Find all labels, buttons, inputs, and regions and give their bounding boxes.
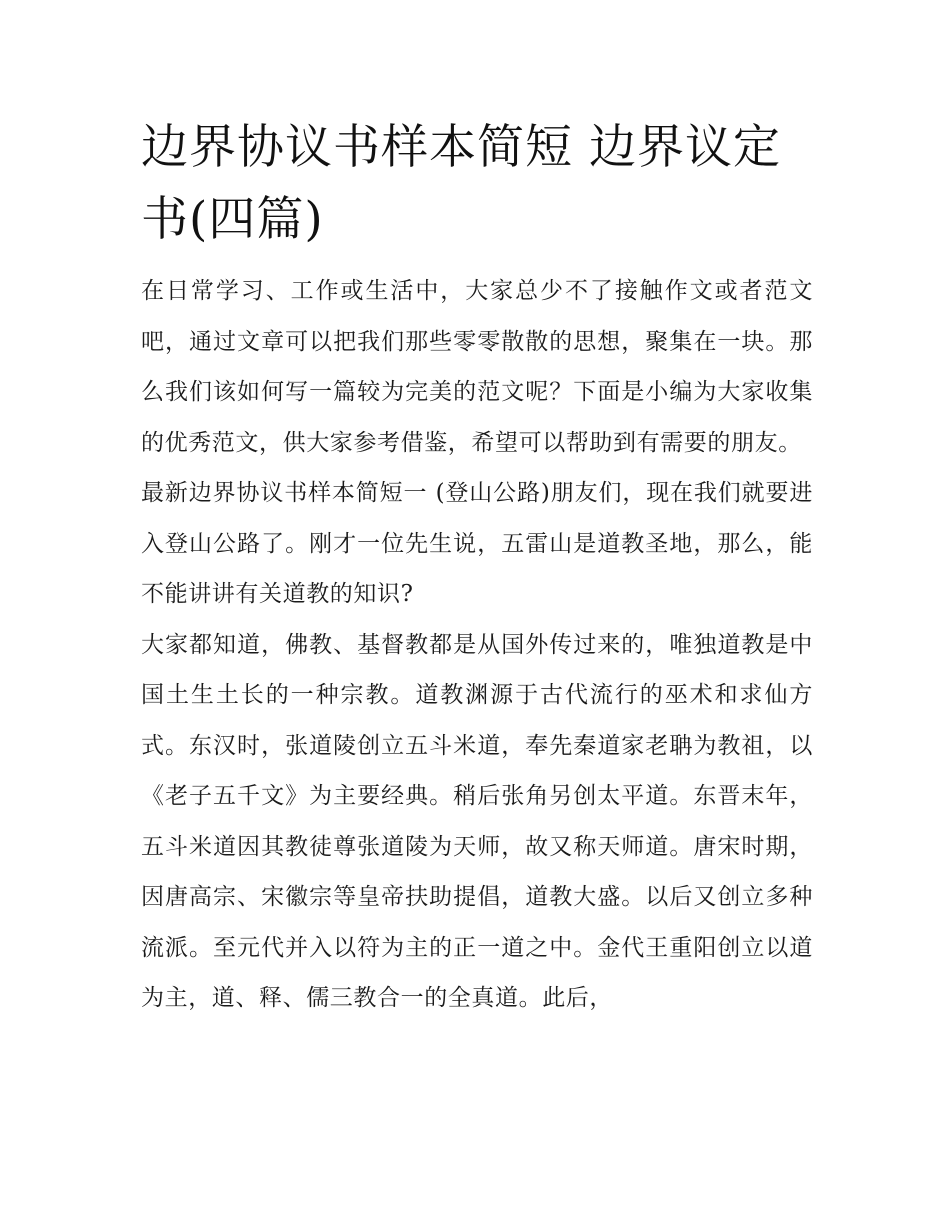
intro-paragraph: 在日常学习、工作或生活中，大家总少不了接触作文或者范文吧，通过文章可以把我们那些零零散散的思想，聚集在一块。那么我们该如何写一篇较为完美的范文呢？下面是小编为大家收集的优秀范文，供大家参考借鉴，希望可以帮助到有需要的朋友。 (141, 278, 813, 456)
taoism-history-paragraph: 大家都知道，佛教、基督教都是从国外传过来的，唯独道教是中国土生土长的一种宗教。道教渊源于古代流行的巫术和求仙方式。东汉时，张道陵创立五斗米道，奉先秦道家老聃为教祖，以《老子五千文》为主要经典。稍后张角另创太平道。东晋末年，五斗米道因其教徒尊张道陵为天师，故又称天师道。唐宋时期，因唐高宗、宋徽宗等皇帝扶助提倡，道教大盛。以后又创立多种流派。至元代并入以符为主的正一道之中。金代王重阳创立以道为主，道、释、儒三教合一的全真道。此后， (141, 631, 813, 1011)
document-body (141, 112, 813, 1024)
document-title: 边界协议书样本简短 边界议定书(四篇) (141, 120, 781, 247)
sample-one-paragraph: 最新边界协议书样本简短一 (登山公路)朋友们，现在我们就要进入登山公路了。刚才一位先生说，五雷山是道教圣地，那么，能不能讲讲有关道教的知识? (141, 480, 813, 607)
